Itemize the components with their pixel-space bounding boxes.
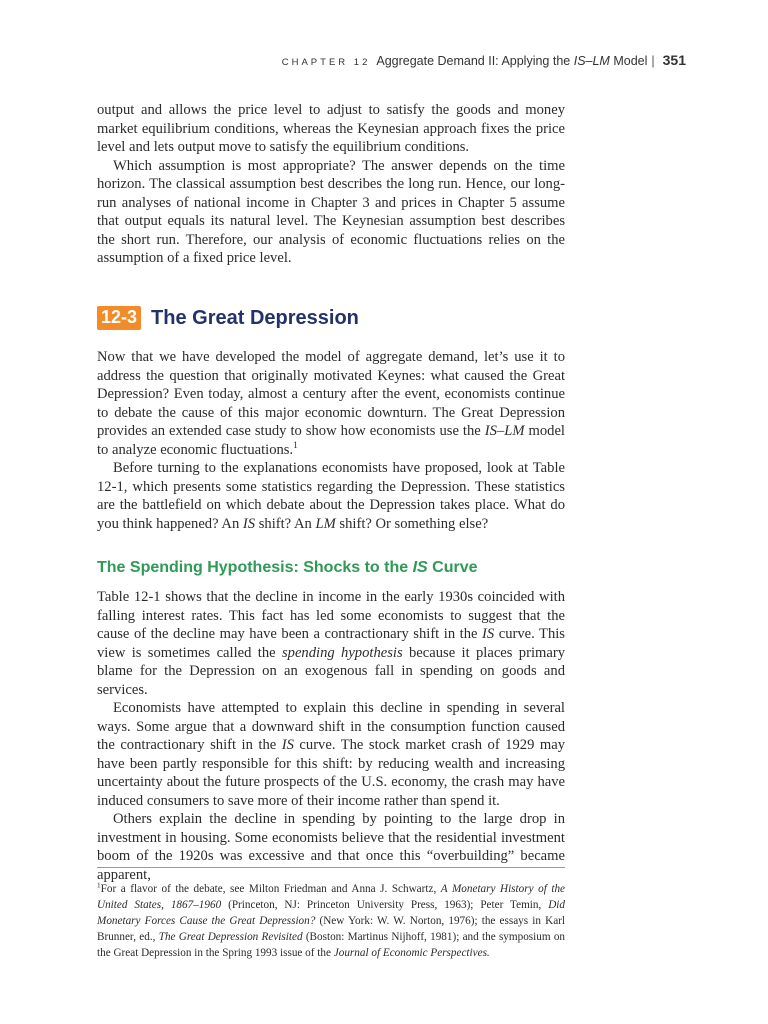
footnote-divider — [97, 867, 565, 868]
text-run: Table 12-1 shows that the decline in income in the early 1930s coincided with falling interest rates. This fact has led some economists to suggest that the cause of the decline may have been a contractionary shift in the — [97, 589, 565, 642]
text-run: (Boston: Martinus Nijhoff, 1981); and the symposium on the Great Depression in the Spring 1993 issue of the — [97, 931, 566, 959]
chapter-title-post: Model — [609, 54, 648, 68]
section-heading — [97, 306, 359, 330]
text-run: For a flavor of the debate, see Milton Friedman and Anna J. Schwartz, — [100, 883, 441, 895]
subsection-heading — [97, 559, 478, 577]
text-run-italic: IS — [242, 515, 256, 532]
text-run: (New York: W. W. Norton, 1976); the essays in Karl Brunner, ed., — [97, 915, 566, 943]
subsection-paragraph-1 — [97, 588, 565, 699]
text-run-italic: A Monetary History of the United States, 1867–1960 — [97, 883, 566, 911]
text-run: (Princeton, NJ: Princeton University Press, 1963); Peter Temin, — [221, 899, 549, 911]
footnote-marker[interactable]: 1 — [293, 440, 298, 451]
text-run: shift? Or something else? — [335, 515, 489, 532]
section-paragraph-1 — [97, 348, 565, 459]
text-run: because it places primary blame for the Depression on an exogenous fall in spending on goods and services. — [97, 644, 566, 698]
chapter-title-em: IS–LM — [573, 54, 610, 68]
subsection-title-pre: The Spending Hypothesis: Shocks to the — [97, 559, 413, 576]
subsection-paragraph-3: Others explain the decline in spending by pointing to the large drop in investment in housing. Some economists believe that the residential investment boom of the 1920s was excessive and that once this “overbuilding” became apparent, — [97, 811, 565, 883]
text-run: shift? An — [255, 515, 316, 532]
footnote — [97, 881, 565, 961]
intro-text — [97, 101, 565, 268]
text-run-italic: LM — [315, 515, 336, 532]
section-paragraph-2 — [97, 459, 565, 533]
section-text — [97, 348, 565, 533]
text-run: Now that we have developed the model of aggregate demand, let’s use it to address the question that originally motivated Keynes: what caused the Great Depression? Even today, almost a century after the event, economists continue to debate the cause of this major economic downturn. The Great Depression provides an extended case study to show how economists use the — [97, 349, 565, 439]
header-separator: | — [651, 54, 655, 68]
subsection-paragraph-2 — [97, 699, 565, 810]
subsection-text — [97, 588, 565, 884]
intro-paragraph-1: output and allows the price level to adjust to satisfy the goods and money market equilibrium conditions, whereas the Keynesian approach fixes the price level and lets output move to satisfy the equilibrium conditions. — [97, 102, 565, 155]
text-run-italic: Did Monetary Forces Cause the Great Depression? — [97, 899, 565, 927]
text-run-italic: IS — [482, 626, 495, 642]
subsection-title-em: IS — [412, 559, 428, 576]
section-title: The Great Depression — [151, 306, 359, 329]
text-run-italic: Journal of Economic Perspectives. — [333, 947, 490, 959]
subsection-title-post: Curve — [427, 559, 478, 576]
intro-paragraph-2: Which assumption is most appropriate? The answer depends on the time horizon. The classical assumption best describes the long run. Hence, our long-run analyses of national income in Chapter 3 and prices in Chapter 5 assume that output equals its natural level. The Keynesian assumption best describes the short run. Therefore, our analysis of economic fluctuations relies on the assumption of a fixed price level. — [97, 157, 565, 266]
text-run-italic: spending hypothesis — [281, 644, 403, 661]
text-run: model to analyze economic fluctuations. — [97, 423, 565, 458]
text-run: curve. This view is sometimes called the — [97, 626, 565, 661]
text-run-italic: The Great Depression Revisited — [158, 931, 303, 943]
running-head — [0, 52, 686, 68]
text-run: Economists have attempted to explain this decline in spending in several ways. Some argue that a downward shift in the consumption function caused the contractionary shift in the — [97, 700, 565, 753]
chapter-label: CHAPTER 12 — [281, 57, 371, 68]
section-number-badge: 12-3 — [97, 306, 141, 330]
text-run: curve. The stock market crash of 1929 may have been partly responsible for this shift: by reducing wealth and increasing uncertainty about the future prospects of the U.S. economy, the crash may have induced consumers to save more of their income rather than spend it. — [97, 737, 565, 809]
text-run: Before turning to the explanations economists have proposed, look at Table 12-1, which presents some statistics regarding the Depression. These statistics are the battlefield on which debate about the Depression takes place. What do you think happened? An — [97, 460, 565, 532]
footnote-number: 1 — [97, 881, 101, 890]
chapter-title-pre: Aggregate Demand II: Applying the — [376, 54, 574, 68]
page-number: 351 — [662, 52, 686, 68]
text-run-italic: IS — [281, 737, 294, 753]
text-run-italic: IS–LM — [484, 423, 525, 439]
